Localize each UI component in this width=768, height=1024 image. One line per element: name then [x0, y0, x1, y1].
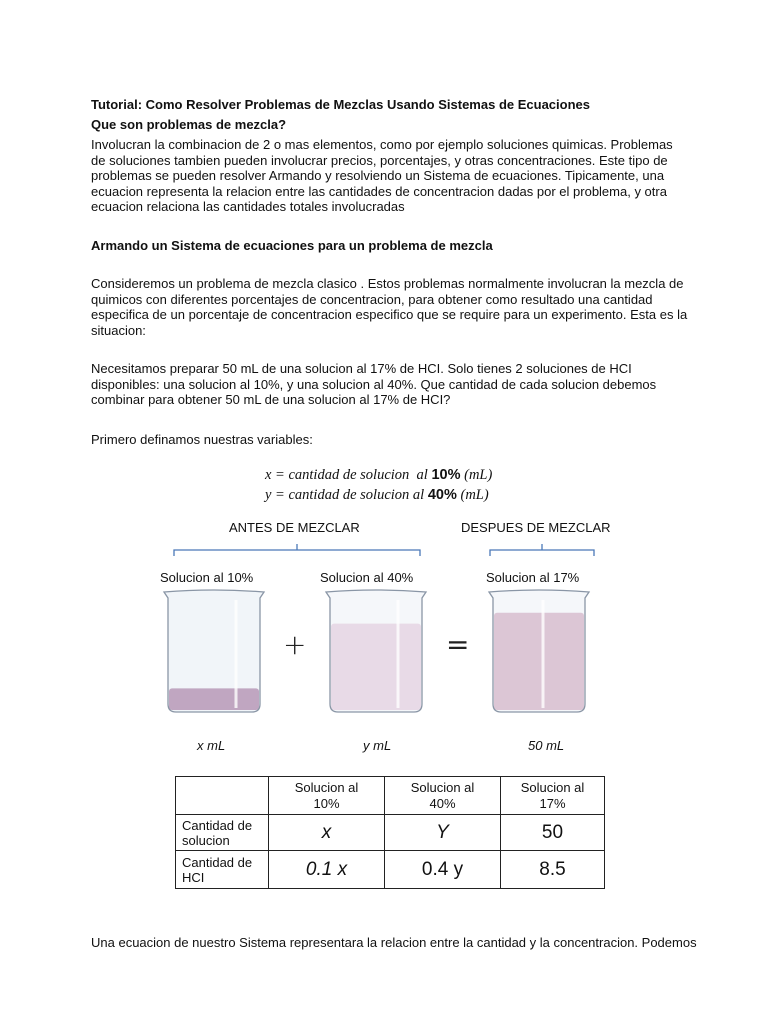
equation-y-unit: (mL): [456, 487, 489, 503]
closing-paragraph: Una ecuacion de nuestro Sistema representara la relacion entre la cantidad y la concentracion. Podemos: [91, 935, 697, 950]
table-corner-cell: [176, 777, 269, 815]
after-bracket: [490, 550, 594, 556]
plus-sign: +: [283, 628, 307, 661]
table-header-17: Solucion al 17%: [501, 777, 605, 815]
equation-x-percent: 10%: [431, 467, 461, 483]
document-title: Tutorial: Como Resolver Problemas de Mezclas Usando Sistemas de Ecuaciones: [91, 97, 590, 112]
beaker-10-percent: [160, 588, 268, 718]
table-row: [176, 815, 605, 851]
equals-sign: =: [446, 628, 470, 661]
problem-statement-paragraph: Necesitamos preparar 50 mL de una solucion al 17% de HCI. Solo tienes 2 soluciones de HCI disponibles: una solucion al 10%, y una solucion al 40%. Que cantidad de cada solucion debemos combinar para obtener 50 mL de una solucion al 17% de HCI?: [91, 361, 657, 407]
table-header-40: Solucion al 40%: [385, 777, 501, 815]
equation-y-text: y = cantidad de solucion al: [265, 487, 428, 503]
caption-total: 50 mL: [528, 738, 565, 753]
beaker-17-glass: [489, 590, 589, 712]
beaker-label-10: Solucion al 10%: [160, 570, 254, 585]
table-header-10: Solucion al 10%: [269, 777, 385, 815]
table-row-label: Cantidad de HCI: [176, 851, 269, 889]
beaker-40-percent: [322, 588, 430, 718]
mixture-table: [175, 776, 605, 889]
after-mixing-label: DESPUES DE MEZCLAR: [461, 520, 611, 535]
section-heading: Armando un Sistema de ecuaciones para un problema de mezcla: [91, 238, 493, 253]
problem-intro-paragraph: Consideremos un problema de mezcla clasico . Estos problemas normalmente involucran la mezcla de quimicos con diferentes porcentajes de concentracion, para obtener como resultado una cantidad especifica de un porcentaje de concentracion especifico que se require para un experimento. Esta es la situacion:: [91, 276, 688, 338]
equation-y-percent: 40%: [427, 487, 457, 503]
table-header-row: [176, 777, 605, 815]
beaker-label-40: Solucion al 40%: [320, 570, 414, 585]
intro-paragraph: Involucran la combinacion de 2 o mas elementos, como por ejemplo soluciones quimicas. Problemas de soluciones tambien pueden involucrar precios, porcentajes, y otras concentraciones. Este tipo de problemas se pueden resolver Armando y resolviendo un Sistema de ecuaciones. Tipicamente, una ecuacion representa la relacion entre las cantidades de concentracion dadas por el problema, y otra ecuacion relaciona las cantidades totales involucradas: [91, 137, 673, 214]
before-bracket: [174, 550, 420, 556]
variables-intro: Primero definamos nuestras variables:: [91, 432, 313, 447]
equation-x-text: x = cantidad de solucion al: [265, 467, 432, 483]
equation-y: [265, 487, 489, 504]
question-heading: Que son problemas de mezcla?: [91, 117, 287, 132]
table-cell: Y: [385, 815, 501, 851]
beaker-10-glass: [164, 590, 264, 712]
beaker-40-glass: [326, 590, 426, 712]
caption-x: x mL: [197, 738, 226, 753]
equation-x-unit: (mL): [460, 467, 493, 483]
table-cell: 0.4 y: [385, 851, 501, 889]
beaker-17-percent: [485, 588, 593, 718]
table-cell: 0.1 x: [269, 851, 385, 889]
equation-x: [265, 467, 492, 484]
bracket-lines: [160, 540, 610, 565]
beaker-label-17: Solucion al 17%: [486, 570, 580, 585]
table-cell: 50: [501, 815, 605, 851]
table-row: [176, 851, 605, 889]
table-cell: x: [269, 815, 385, 851]
table-cell: 8.5: [501, 851, 605, 889]
before-mixing-label: ANTES DE MEZCLAR: [229, 520, 360, 535]
caption-y: y mL: [363, 738, 392, 753]
table-row-label: Cantidad de solucion: [176, 815, 269, 851]
